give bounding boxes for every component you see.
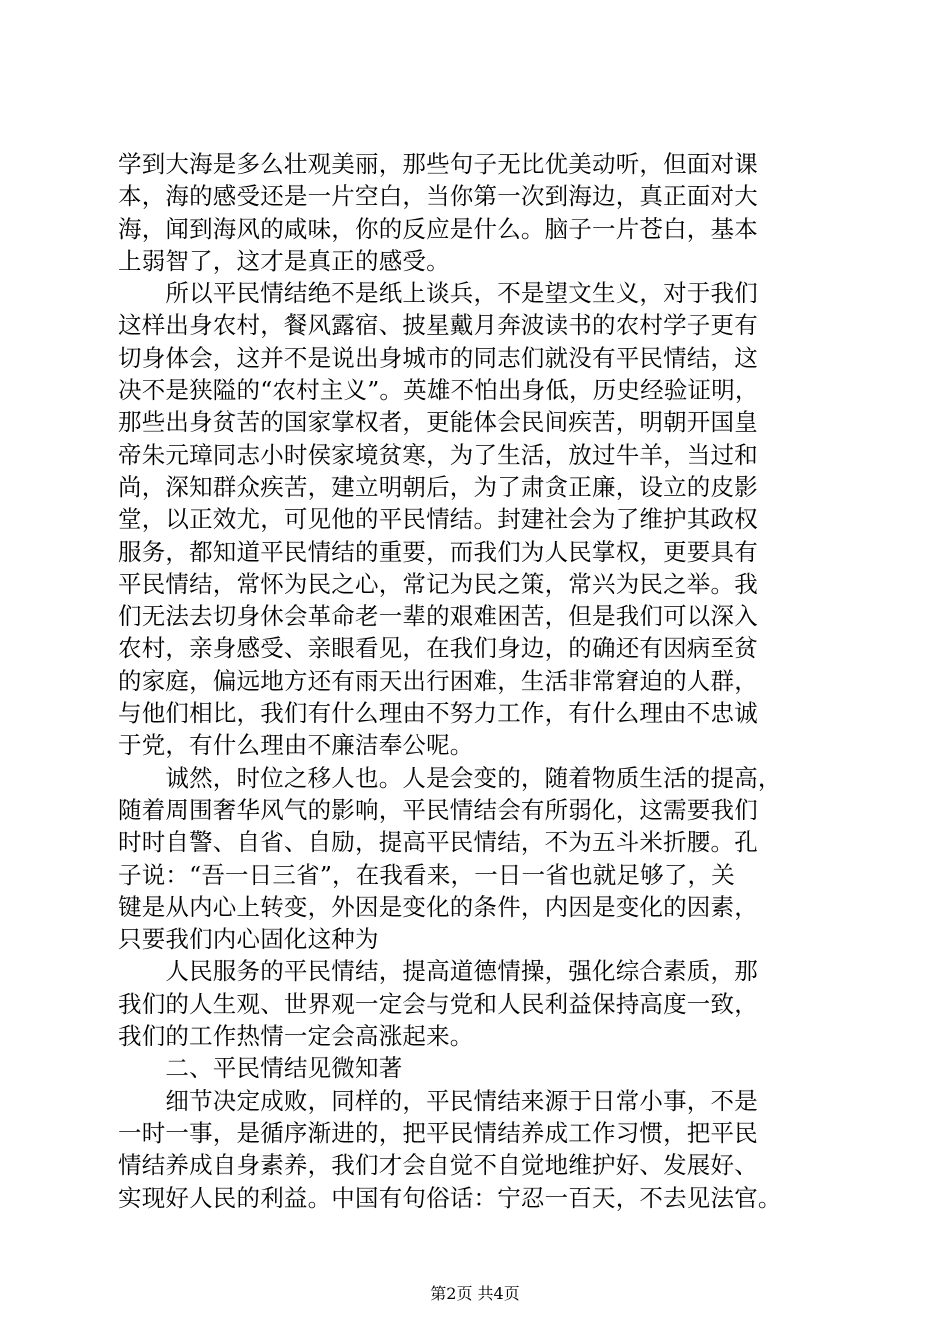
text-line: 键是从内心上转变，外因是变化的条件，内因是变化的因素， <box>118 892 758 921</box>
text-line: 子说：“吾一日三省”，在我看来，一日一省也就足够了，关 <box>118 860 735 889</box>
text-line: 决不是狭隘的“农村主义”。英雄不怕出身低，历史经验证明， <box>118 376 759 405</box>
text-line: 时时自警、自省、自励，提高平民情结，不为五斗米折腰。孔 <box>118 828 758 857</box>
text-line: 细节决定成败，同样的，平民情结来源于日常小事，不是 <box>118 1086 758 1115</box>
text-line: 服务，都知道平民情结的重要，而我们为人民掌权，更要具有 <box>118 537 758 566</box>
page-footer <box>0 1284 950 1304</box>
text-line: 这样出身农村，餐风露宿、披星戴月奔波读书的农村学子更有 <box>118 311 758 340</box>
text-line: 实现好人民的利益。中国有句俗话：宁忍一百天，不去见法官。 <box>118 1183 782 1212</box>
text-line: 尚，深知群众疾苦，建立明朝后，为了肃贪正廉，设立的皮影 <box>118 472 758 501</box>
text-line: 情结养成自身素养，我们才会自觉不自觉地维护好、发展好、 <box>118 1151 758 1180</box>
text-line: 海，闻到海风的咸味，你的反应是什么。脑子一片苍白，基本 <box>118 214 758 243</box>
text-line: 一时一事，是循序渐进的，把平民情结养成工作习惯，把平民 <box>118 1118 758 1147</box>
text-line: 只要我们内心固化这种为 <box>118 925 379 954</box>
text-line: 与他们相比，我们有什么理由不努力工作，有什么理由不忠诚 <box>118 699 758 728</box>
text-line: 农村，亲身感受、亲眼看见，在我们身边，的确还有因病至贫 <box>118 634 758 663</box>
text-line: 帝朱元璋同志小时侯家境贫寒，为了生活，放过牛羊，当过和 <box>118 440 758 469</box>
text-line: 平民情结，常怀为民之心，常记为民之策，常兴为民之举。我 <box>118 569 758 598</box>
text-line: 们无法去切身休会革命老一辈的艰难困苦，但是我们可以深入 <box>118 602 758 631</box>
text-line: 随着周围奢华风气的影响，平民情结会有所弱化，这需要我们 <box>118 795 758 824</box>
text-line: 那些出身贫苦的国家掌权者，更能体会民间疾苦，明朝开国皇 <box>118 408 758 437</box>
text-line: 的家庭，偏远地方还有雨天出行困难，生活非常窘迫的人群， <box>118 666 758 695</box>
text-line: 上弱智了，这才是真正的感受。 <box>118 246 450 275</box>
text-line: 所以平民情结绝不是纸上谈兵，不是望文生义，对于我们 <box>118 279 758 308</box>
text-line: 切身体会，这并不是说出身城市的同志们就没有平民情结，这 <box>118 343 758 372</box>
text-line: 学到大海是多么壮观美丽，那些句子无比优美动听，但面对课 <box>118 150 758 178</box>
page-number-label: 第2页 共4页 <box>430 1284 520 1303</box>
document-body <box>118 148 836 1214</box>
text-line: 人民服务的平民情结，提高道德情操，强化综合素质，那 <box>118 957 758 986</box>
text-line: 堂，以正效尤，可见他的平民情结。封建社会为了维护其政权 <box>118 505 758 534</box>
text-line: 本，海的感受还是一片空白，当你第一次到海边，真正面对大 <box>118 182 758 211</box>
text-line: 诚然，时位之移人也。人是会变的，随着物质生活的提高， <box>118 763 782 792</box>
text-line: 于党，有什么理由不廉洁奉公呢。 <box>118 731 474 760</box>
text-line: 我们的工作热情一定会高涨起来。 <box>118 1022 474 1051</box>
section-heading: 二、平民情结见微知著 <box>118 1054 403 1083</box>
text-line: 我们的人生观、世界观一定会与党和人民利益保持高度一致， <box>118 989 758 1018</box>
